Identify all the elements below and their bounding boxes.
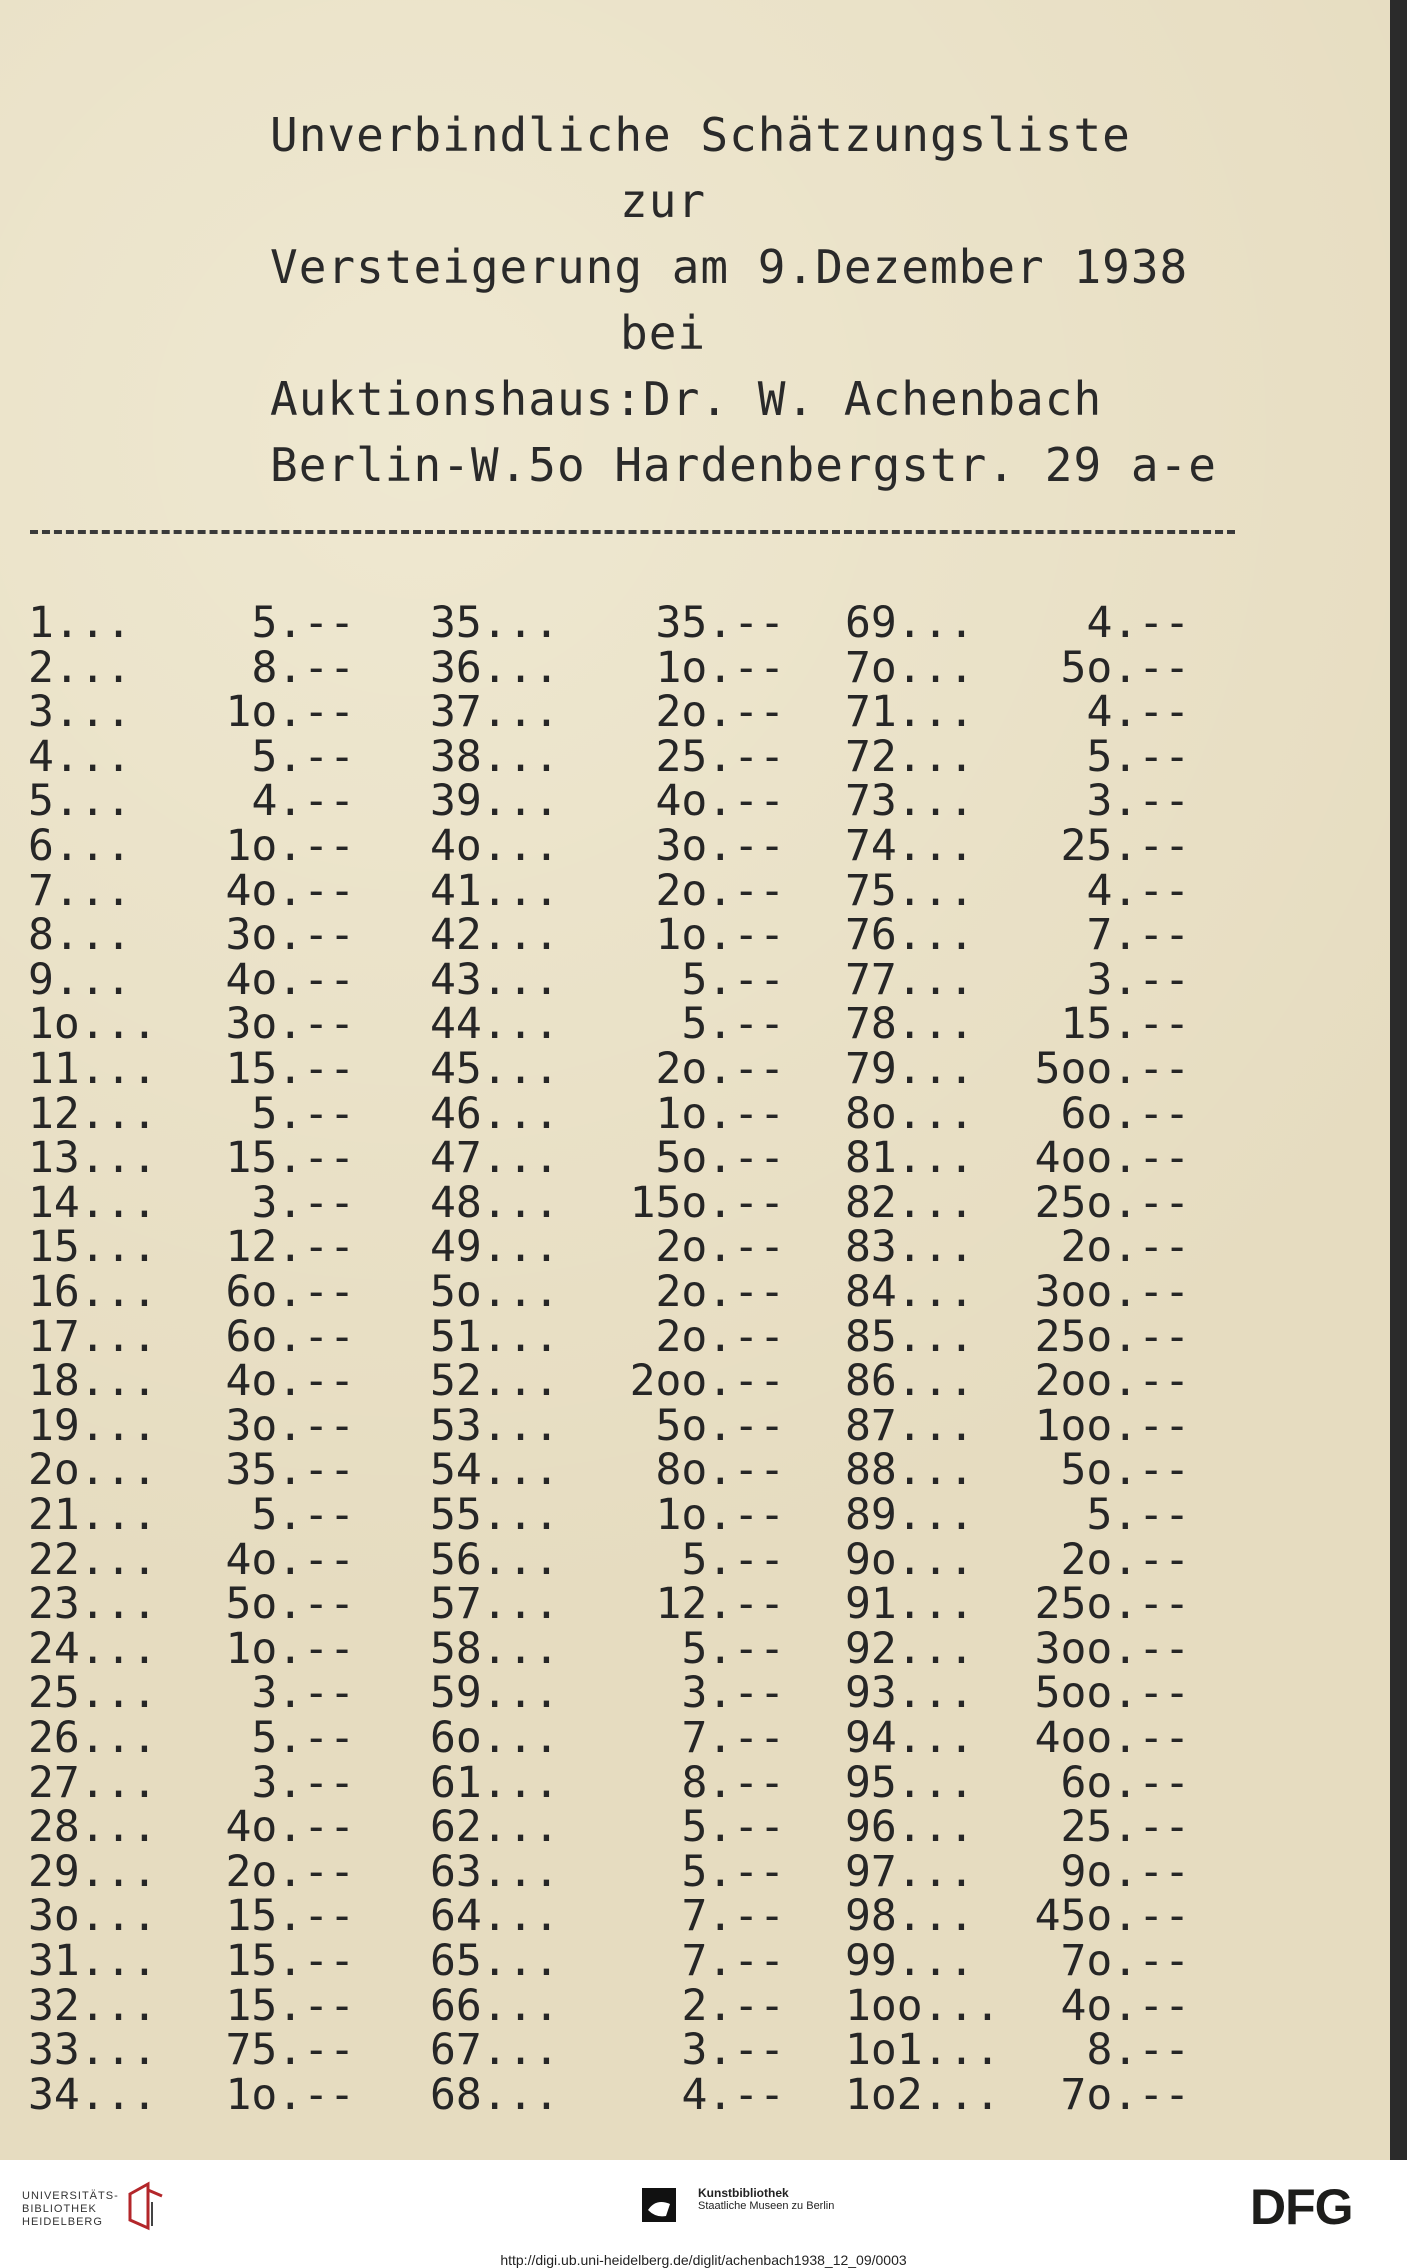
estimate-value: 2o.--	[225, 1846, 355, 1897]
estimate-value: 45o.--	[1034, 1891, 1190, 1942]
lot-number: 19...	[28, 1400, 158, 1451]
estimate-value: 4o.--	[225, 1356, 355, 1407]
table-row	[0, 1356, 1390, 1407]
estimate-value: 5.--	[251, 1713, 355, 1763]
estimate-value: 25.--	[1060, 821, 1190, 871]
lot-number: 8...	[28, 910, 132, 961]
table-row	[0, 999, 1390, 1050]
lot-number: 98...	[845, 1891, 975, 1942]
table-row	[0, 1623, 1390, 1674]
lot-number: 57...	[430, 1579, 560, 1630]
estimate-value: 1o.--	[655, 642, 785, 693]
estimate-value: 15.--	[1060, 999, 1190, 1050]
table-row	[0, 1177, 1390, 1228]
scan-edge	[1390, 0, 1407, 2160]
lot-number: 16...	[28, 1267, 158, 1317]
lot-number: 4...	[28, 731, 132, 782]
lot-number: 28...	[28, 1802, 158, 1853]
lot-number: 79...	[845, 1044, 975, 1094]
lot-number: 13...	[28, 1133, 158, 1184]
lot-number: 7o...	[845, 642, 975, 693]
lot-number: 1oo...	[845, 1980, 1001, 2031]
estimate-value: 1o.--	[225, 821, 355, 871]
estimate-value: 1o.--	[225, 687, 355, 738]
table-row	[0, 1534, 1390, 1585]
estimate-value: 5oo.--	[1034, 1668, 1190, 1719]
table-row	[0, 1980, 1390, 2031]
estimate-value: 4oo.--	[1034, 1133, 1190, 1184]
table-row	[0, 1222, 1390, 1273]
lot-number: 6...	[28, 821, 132, 871]
lot-number: 39...	[430, 776, 560, 827]
university-library-logo-text	[22, 2190, 119, 2229]
estimate-value: 5o.--	[1060, 1445, 1190, 1496]
estimate-value: 25.--	[655, 731, 785, 782]
lot-number: 1o...	[28, 999, 158, 1050]
estimate-value: 15.--	[225, 1936, 355, 1986]
estimate-value: 3.--	[681, 2025, 785, 2076]
kunstbibliothek-subtitle: Staatliche Museen zu Berlin	[698, 2200, 835, 2212]
lot-number: 9...	[28, 954, 132, 1005]
estimate-value: 3o.--	[225, 1400, 355, 1451]
lot-number: 18...	[28, 1356, 158, 1407]
lot-number: 32...	[28, 1980, 158, 2031]
lot-number: 58...	[430, 1623, 560, 1674]
lot-number: 31...	[28, 1936, 158, 1986]
table-row	[0, 598, 1390, 648]
estimate-value: 2o.--	[655, 1044, 785, 1094]
estimate-value: 35.--	[655, 598, 785, 648]
table-row	[0, 1044, 1390, 1094]
estimate-value: 3o.--	[655, 821, 785, 871]
estimate-value: 5.--	[681, 1802, 785, 1853]
estimate-value: 5.--	[681, 1846, 785, 1897]
heading-auction-house: Auktionshaus:Dr. W. Achenbach	[270, 372, 1103, 426]
estimate-value: 2.--	[681, 1980, 785, 2031]
lot-number: 1o2...	[845, 2069, 1001, 2120]
estimate-value: 5.--	[251, 598, 355, 648]
lot-number: 42...	[430, 910, 560, 961]
lot-number: 17...	[28, 1311, 158, 1362]
lot-number: 85...	[845, 1311, 975, 1362]
lot-number: 14...	[28, 1177, 158, 1228]
table-row	[0, 910, 1390, 961]
lot-number: 69...	[845, 598, 975, 648]
estimate-value: 5.--	[1086, 1490, 1190, 1540]
lot-number: 92...	[845, 1623, 975, 1674]
estimate-value: 15.--	[225, 1980, 355, 2031]
estimate-value: 6o.--	[1060, 1088, 1190, 1139]
estimate-value: 8o.--	[655, 1445, 785, 1496]
lot-number: 41...	[430, 865, 560, 916]
lot-number: 93...	[845, 1668, 975, 1719]
estimate-value: 12.--	[225, 1222, 355, 1273]
table-row	[0, 2069, 1390, 2120]
lot-number: 27...	[28, 1757, 158, 1808]
estimate-value: 25.--	[1060, 1802, 1190, 1853]
lot-number: 87...	[845, 1400, 975, 1451]
lot-number: 22...	[28, 1534, 158, 1585]
table-row	[0, 954, 1390, 1005]
estimate-value: 25o.--	[1034, 1579, 1190, 1630]
lot-number: 62...	[430, 1802, 560, 1853]
estimate-value: 8.--	[1086, 2025, 1190, 2076]
estimate-value: 1o.--	[655, 1490, 785, 1540]
estimate-value: 25o.--	[1034, 1177, 1190, 1228]
estimate-value: 3.--	[1086, 954, 1190, 1005]
table-row	[0, 1891, 1390, 1942]
estimate-value: 8.--	[251, 642, 355, 693]
estimate-value: 3o.--	[225, 999, 355, 1050]
estimate-value: 1oo.--	[1034, 1400, 1190, 1451]
estimate-value: 5.--	[251, 731, 355, 782]
university-line: HEIDELBERG	[22, 2216, 103, 2228]
lot-number: 36...	[430, 642, 560, 693]
estimate-value: 3.--	[1086, 776, 1190, 827]
lot-number: 9o...	[845, 1534, 975, 1585]
lot-number: 5...	[28, 776, 132, 827]
lot-number: 86...	[845, 1356, 975, 1407]
lot-number: 59...	[430, 1668, 560, 1719]
dfg-logo: DFG	[1250, 2179, 1353, 2235]
table-row	[0, 687, 1390, 738]
lot-number: 46...	[430, 1088, 560, 1139]
heading-title: Unverbindliche Schätzungsliste	[270, 108, 1131, 162]
lot-number: 24...	[28, 1623, 158, 1674]
estimate-value: 2o.--	[655, 687, 785, 738]
heading-address: Berlin-W.5o Hardenbergstr. 29 a-e	[270, 438, 1217, 492]
lot-number: 91...	[845, 1579, 975, 1630]
heading-bei: bei	[620, 306, 707, 360]
estimate-value: 7.--	[1086, 910, 1190, 961]
footer-bar	[0, 2168, 1407, 2248]
estimate-value: 4.--	[1086, 865, 1190, 916]
estimate-value: 4o.--	[1060, 1980, 1190, 2031]
lot-number: 56...	[430, 1534, 560, 1585]
university-line: UNIVERSITÄTS-	[22, 2190, 119, 2202]
estimate-value: 3oo.--	[1034, 1623, 1190, 1674]
estimate-value: 2oo.--	[629, 1356, 785, 1407]
lot-number: 66...	[430, 1980, 560, 2031]
lot-number: 96...	[845, 1802, 975, 1853]
lot-number: 71...	[845, 687, 975, 738]
estimate-value: 5oo.--	[1034, 1044, 1190, 1094]
table-row	[0, 1579, 1390, 1630]
lot-number: 5o...	[430, 1267, 560, 1317]
lot-number: 51...	[430, 1311, 560, 1362]
lot-number: 21...	[28, 1490, 158, 1540]
estimate-value: 2o.--	[655, 1311, 785, 1362]
estimate-value: 5o.--	[655, 1133, 785, 1184]
dashed-divider	[30, 530, 1235, 534]
lot-number: 88...	[845, 1445, 975, 1496]
lot-number: 81...	[845, 1133, 975, 1184]
kunstbibliothek-text	[698, 2186, 834, 2212]
estimate-value: 1o.--	[225, 2069, 355, 2120]
lot-number: 67...	[430, 2025, 560, 2076]
estimate-value: 2o.--	[655, 865, 785, 916]
estimate-value: 6o.--	[225, 1311, 355, 1362]
estimate-value: 5o.--	[655, 1400, 785, 1451]
lot-number: 23...	[28, 1579, 158, 1630]
estimate-value: 5.--	[681, 954, 785, 1005]
source-url[interactable]: http://digi.ub.uni-heidelberg.de/diglit/achenbach1938_12_09/0003	[500, 2252, 907, 2268]
estimate-value: 5.--	[681, 999, 785, 1050]
estimate-value: 3.--	[251, 1177, 355, 1228]
table-row	[0, 1133, 1390, 1184]
lot-number: 68...	[430, 2069, 560, 2120]
table-row	[0, 642, 1390, 693]
lot-number: 64...	[430, 1891, 560, 1942]
lot-number: 61...	[430, 1757, 560, 1808]
lot-number: 15...	[28, 1222, 158, 1273]
lot-number: 34...	[28, 2069, 158, 2120]
estimate-value: 2o.--	[1060, 1222, 1190, 1273]
estimate-value: 5o.--	[1060, 642, 1190, 693]
estimate-value: 12.--	[655, 1579, 785, 1630]
estimate-value: 6o.--	[1060, 1757, 1190, 1808]
table-row	[0, 821, 1390, 871]
lot-number: 35...	[430, 598, 560, 648]
estimate-value: 4.--	[681, 2069, 785, 2120]
table-row	[0, 1802, 1390, 1853]
estimate-value: 15.--	[225, 1891, 355, 1942]
heading-auction-date: Versteigerung am 9.Dezember 1938	[270, 240, 1189, 294]
estimate-value: 4o.--	[225, 1534, 355, 1585]
lot-number: 37...	[430, 687, 560, 738]
table-row	[0, 1757, 1390, 1808]
lot-number: 49...	[430, 1222, 560, 1273]
lot-number: 54...	[430, 1445, 560, 1496]
lot-number: 52...	[430, 1356, 560, 1407]
table-row	[0, 1400, 1390, 1451]
lot-number: 29...	[28, 1846, 158, 1897]
lot-number: 43...	[430, 954, 560, 1005]
estimate-value: 2o.--	[655, 1267, 785, 1317]
lot-number: 73...	[845, 776, 975, 827]
estimate-value: 5.--	[681, 1623, 785, 1674]
estimate-value: 15o.--	[629, 1177, 785, 1228]
lot-number: 63...	[430, 1846, 560, 1897]
lot-number: 11...	[28, 1044, 158, 1094]
estimate-value: 3.--	[251, 1668, 355, 1719]
estimate-value: 4o.--	[655, 776, 785, 827]
lot-number: 77...	[845, 954, 975, 1005]
lot-number: 78...	[845, 999, 975, 1050]
table-row	[0, 731, 1390, 782]
estimate-value: 4o.--	[225, 954, 355, 1005]
table-row	[0, 1713, 1390, 1763]
lot-number: 95...	[845, 1757, 975, 1808]
lot-number: 26...	[28, 1713, 158, 1763]
table-row	[0, 1088, 1390, 1139]
lot-number: 3...	[28, 687, 132, 738]
estimate-value: 25o.--	[1034, 1311, 1190, 1362]
estimate-value: 3oo.--	[1034, 1267, 1190, 1317]
estimate-value: 5.--	[681, 1534, 785, 1585]
heading-zur: zur	[620, 174, 707, 228]
lot-number: 53...	[430, 1400, 560, 1451]
lot-number: 1o1...	[845, 2025, 1001, 2076]
table-row	[0, 865, 1390, 916]
estimate-value: 4o.--	[225, 865, 355, 916]
lot-number: 97...	[845, 1846, 975, 1897]
lot-number: 48...	[430, 1177, 560, 1228]
estimate-value: 5o.--	[225, 1579, 355, 1630]
lot-number: 7...	[28, 865, 132, 916]
estimate-value: 5.--	[251, 1088, 355, 1139]
lot-number: 75...	[845, 865, 975, 916]
lot-number: 12...	[28, 1088, 158, 1139]
university-library-logo-icon	[126, 2180, 166, 2232]
lot-number: 89...	[845, 1490, 975, 1540]
lot-number: 25...	[28, 1668, 158, 1719]
estimate-value: 4o.--	[225, 1802, 355, 1853]
table-row	[0, 1490, 1390, 1540]
estimate-value: 7o.--	[1060, 2069, 1190, 2120]
estimate-value: 15.--	[225, 1044, 355, 1094]
estimate-value: 35.--	[225, 1445, 355, 1496]
lot-number: 45...	[430, 1044, 560, 1094]
estimate-value: 1o.--	[655, 910, 785, 961]
kunstbibliothek-title: Kunstbibliothek	[698, 2186, 789, 2200]
lot-number: 65...	[430, 1936, 560, 1986]
estimate-value: 4.--	[1086, 687, 1190, 738]
estimate-value: 3o.--	[225, 910, 355, 961]
estimate-value: 7o.--	[1060, 1936, 1190, 1986]
estimate-value: 7.--	[681, 1891, 785, 1942]
lot-number: 6o...	[430, 1713, 560, 1763]
kunstbibliothek-logo-icon	[642, 2188, 676, 2222]
lot-number: 76...	[845, 910, 975, 961]
table-row	[0, 1846, 1390, 1897]
estimate-value: 2oo.--	[1034, 1356, 1190, 1407]
table-row	[0, 1668, 1390, 1719]
lot-number: 94...	[845, 1713, 975, 1763]
table-row	[0, 2025, 1390, 2076]
lot-number: 47...	[430, 1133, 560, 1184]
lot-number: 4o...	[430, 821, 560, 871]
estimate-value: 9o.--	[1060, 1846, 1190, 1897]
lot-number: 44...	[430, 999, 560, 1050]
lot-number: 82...	[845, 1177, 975, 1228]
estimate-value: 5.--	[251, 1490, 355, 1540]
lot-number: 72...	[845, 731, 975, 782]
estimate-value: 4.--	[1086, 598, 1190, 648]
estimate-value: 2o.--	[655, 1222, 785, 1273]
estimate-value: 6o.--	[225, 1267, 355, 1317]
table-row	[0, 1311, 1390, 1362]
estimate-value: 1o.--	[655, 1088, 785, 1139]
lot-number: 33...	[28, 2025, 158, 2076]
lot-number: 38...	[430, 731, 560, 782]
estimate-value: 7.--	[681, 1713, 785, 1763]
estimate-value: 3.--	[251, 1757, 355, 1808]
estimate-value: 3.--	[681, 1668, 785, 1719]
estimate-value: 1o.--	[225, 1623, 355, 1674]
estimate-value: 4oo.--	[1034, 1713, 1190, 1763]
table-row	[0, 1267, 1390, 1317]
estimate-value: 75.--	[225, 2025, 355, 2076]
lot-number: 84...	[845, 1267, 975, 1317]
estimate-value: 2o.--	[1060, 1534, 1190, 1585]
table-row	[0, 776, 1390, 827]
lot-number: 99...	[845, 1936, 975, 1986]
table-row	[0, 1936, 1390, 1986]
table-row	[0, 1445, 1390, 1496]
lot-number: 8o...	[845, 1088, 975, 1139]
lot-number: 3o...	[28, 1891, 158, 1942]
estimate-value: 7.--	[681, 1936, 785, 1986]
estimate-value: 4.--	[251, 776, 355, 827]
estimate-value: 15.--	[225, 1133, 355, 1184]
lot-number: 1...	[28, 598, 132, 648]
lot-number: 2...	[28, 642, 132, 693]
lot-number: 2o...	[28, 1445, 158, 1496]
lot-number: 55...	[430, 1490, 560, 1540]
estimate-value: 8.--	[681, 1757, 785, 1808]
estimate-value: 5.--	[1086, 731, 1190, 782]
university-line: BIBLIOTHEK	[22, 2203, 97, 2215]
lot-number: 83...	[845, 1222, 975, 1273]
lot-number: 74...	[845, 821, 975, 871]
